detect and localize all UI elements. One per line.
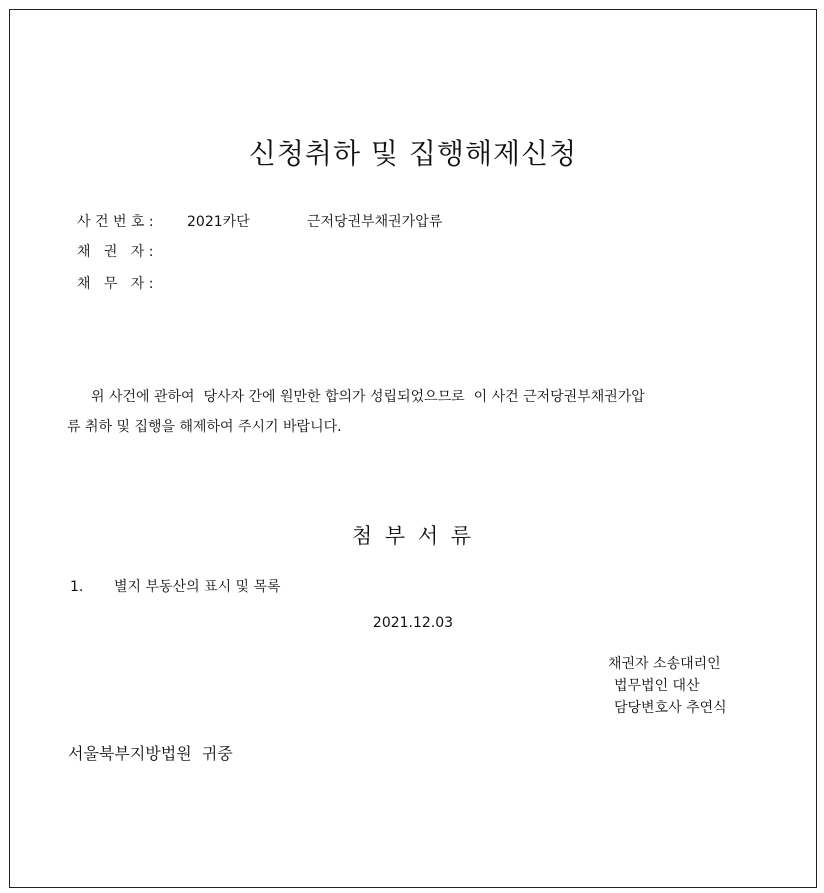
signature-block bbox=[608, 653, 727, 719]
request-body bbox=[67, 382, 767, 442]
signature-role: 채권자 소송대리인 bbox=[608, 656, 721, 672]
case-number-value: 2021카단 bbox=[187, 214, 250, 230]
debtor-label: 채 무 자 : bbox=[77, 276, 154, 292]
attachment-item bbox=[70, 576, 281, 596]
document-title: 신청취하 및 집행해제신청 bbox=[248, 137, 578, 170]
document-page bbox=[9, 9, 817, 888]
request-body-line-2: 류 취하 및 집행을 해제하여 주시기 바랍니다. bbox=[67, 419, 342, 435]
filing-date: 2021.12.03 bbox=[372, 615, 454, 631]
creditor-row bbox=[77, 242, 187, 262]
attachment-item-text: 별지 부동산의 표시 및 목록 bbox=[114, 579, 281, 595]
case-name-value: 근저당권부채권가압류 bbox=[307, 214, 443, 230]
attachment-item-number: 1. bbox=[70, 579, 84, 595]
request-body-line-1: 위 사건에 관하여 당사자 간에 원만한 합의가 성립되었으므로 이 사건 근저당권부채권가압 bbox=[91, 389, 645, 405]
debtor-row bbox=[77, 274, 187, 294]
court-addressee: 서울북부지방법원 귀중 bbox=[68, 744, 233, 763]
signature-firm: 법무법인 대산 bbox=[614, 678, 700, 694]
case-number-label: 사 건 번 호 : bbox=[77, 214, 154, 230]
creditor-label: 채 권 자 : bbox=[77, 244, 154, 260]
attachments-heading: 첨 부 서 류 bbox=[351, 524, 475, 548]
case-number-row bbox=[77, 212, 442, 232]
signature-attorney: 담당변호사 추연식 bbox=[614, 700, 727, 716]
